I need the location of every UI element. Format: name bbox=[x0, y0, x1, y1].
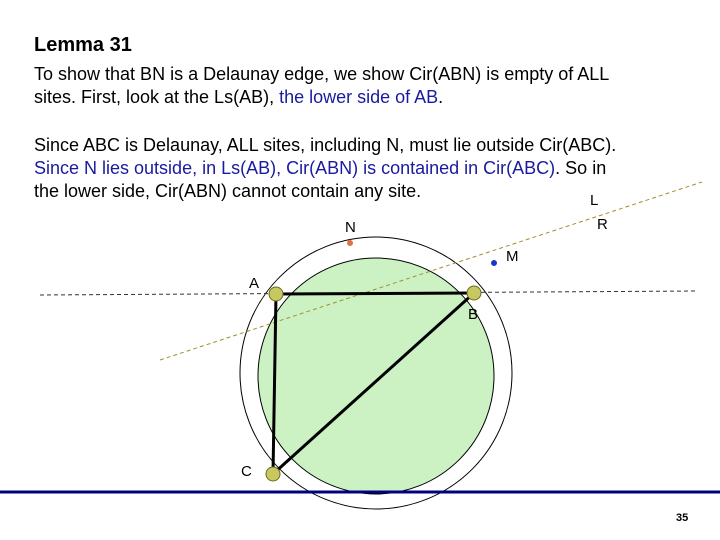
page-number: 35 bbox=[676, 512, 689, 524]
para2-line3: the lower side, Cir(ABN) cannot contain any site. bbox=[34, 181, 422, 201]
label-r: R bbox=[597, 216, 608, 233]
label-a: A bbox=[249, 275, 260, 292]
edge-ab bbox=[276, 293, 474, 294]
para2-line1: Since ABC is Delaunay, ALL sites, including N, must lie outside Cir(ABC). bbox=[34, 135, 617, 155]
para2-line2-highlight: Since N lies outside, in Ls(AB), Cir(ABN) is contained in Cir(ABC) bbox=[34, 158, 556, 178]
para1-line2-end: . bbox=[438, 87, 444, 107]
slide-title: Lemma 31 bbox=[34, 34, 132, 56]
para1-line2-highlight: the lower side of AB bbox=[279, 87, 439, 107]
label-m: M bbox=[506, 248, 519, 265]
label-n: N bbox=[345, 219, 356, 236]
site-n bbox=[347, 240, 353, 246]
label-b: B bbox=[468, 306, 479, 323]
point-b bbox=[467, 286, 481, 300]
para1-line2-text: sites. First, look at the Ls(AB), bbox=[34, 87, 280, 107]
para1-line1: To show that BN is a Delaunay edge, we show Cir(ABN) is empty of ALL bbox=[34, 64, 610, 84]
label-c: C bbox=[241, 463, 252, 480]
para2-line2-end: . So in bbox=[555, 158, 607, 178]
label-l: L bbox=[590, 192, 599, 209]
point-c bbox=[266, 467, 280, 481]
point-a bbox=[269, 287, 283, 301]
site-m bbox=[491, 260, 497, 266]
